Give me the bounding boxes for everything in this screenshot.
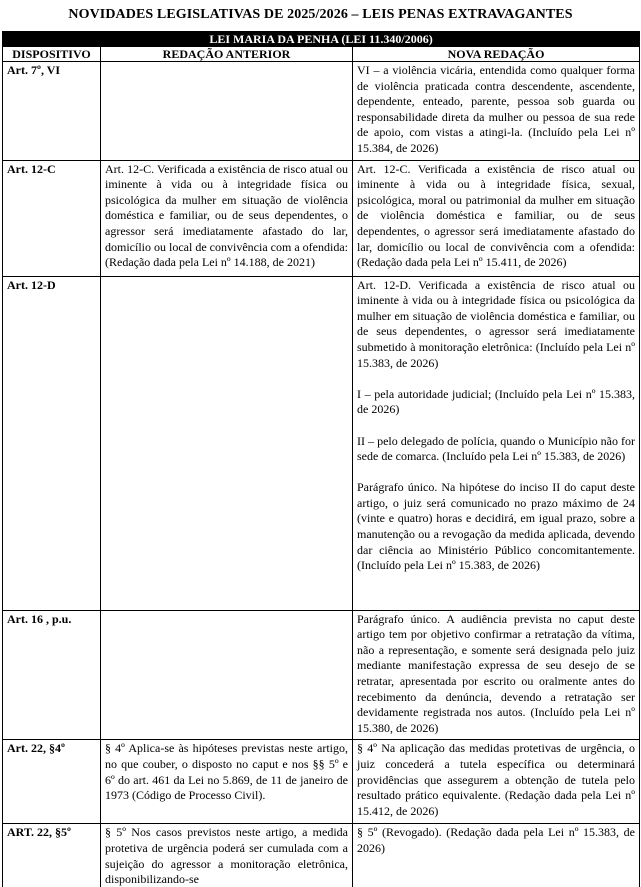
nova-redacao-paragraph: II – pelo delegado de polícia, quando o Município não for sede de comarca. (Incluído pela Lei nº 15.383, de 2026) (357, 433, 636, 464)
redacao-anterior-cell (101, 824, 353, 887)
nova-redacao-cell (353, 824, 640, 887)
nova-redacao-cell (353, 160, 640, 276)
table-row (3, 740, 640, 824)
table-row (3, 62, 640, 161)
nova-redacao-paragraph: I – pela autoridade judicial; (Incluído pela Lei nº 15.383, de 2026) (357, 386, 636, 417)
nova-redacao-cell (353, 276, 640, 610)
document-title: NOVIDADES LEGISLATIVAS DE 2025/2026 – LEIS PENAS EXTRAVAGANTES (68, 7, 573, 22)
table-row (3, 160, 640, 276)
nova-redacao-paragraph: VI – a violência vicária, entendida como qualquer forma de violência praticada contra descendente, ascendente, dependente, enteado, parente, pessoa sob guarda ou responsabilidade direta da mulher ou pessoa de sua rede de apoio, com vistas a atingi-la. (Incluído pela Lei nº 15.384, de 2026) (357, 63, 636, 155)
dispositivo-cell: Art. 16 , p.u. (3, 610, 101, 740)
column-header-nova-redacao: NOVA REDAÇÃO (353, 47, 640, 62)
nova-redacao-paragraph: Parágrafo único. Na hipótese do inciso II do caput deste artigo, o juiz será comunicado no prazo máximo de 24 (vinte e quatro) horas e decidirá, em igual prazo, sobre a manutenção ou a revogação da medida aplicada, devendo dar ciência ao Ministério Público concomitantemente. (Incluído pela Lei nº 15.383, de 2026) (357, 480, 636, 573)
nova-redacao-paragraph: Art. 12-C. Verificada a existência de risco atual ou iminente à vida ou à integridade física, sexual, psicológica, moral ou patrimonial da mulher em situação de violência doméstica e familiar, ou de seus dependentes, o agressor será imediatamente afastado do lar, domicílio ou local de convivência com a ofendida: (Redação dada pela Lei nº 15.411, de 2026) (357, 161, 636, 270)
table-body (3, 62, 640, 887)
dispositivo-cell: Art. 22, §4º (3, 740, 101, 824)
redacao-anterior-cell (101, 610, 353, 740)
nova-redacao-paragraph: § 4º Na aplicação das medidas protetivas de urgência, o juiz concederá a tutela específica ou determinará providências que assegurem a obtenção de tutela pelo resultado prático equivalente. (Redação dada pela Lei nº 15.412, de 2026) (357, 741, 636, 818)
redacao-anterior-paragraph: § 4º Aplica-se às hipóteses previstas neste artigo, no que couber, o disposto no caput e nos §§ 5º e 6º do art. 461 da Lei no 5.869, de 11 de janeiro de 1973 (Código de Processo Civil). (105, 741, 348, 803)
nova-redacao-cell (353, 62, 640, 161)
nova-redacao-paragraph: Parágrafo único. A audiência prevista no caput deste artigo tem por objetivo confirmar a retratação da vítima, não a representação, e somente será designada pelo juiz mediante manifestação expressa de seu desejo de se retratar, apresentada por escrito ou oralmente antes do recebimento da denúncia, devendo a retratação ser devidamente registrada nos autos. (Incluído pela Lei nº 15.380, de 2026) (357, 611, 636, 735)
table-row (3, 610, 640, 740)
redacao-anterior-paragraph: § 5º Nos casos previstos neste artigo, a medida protetiva de urgência poderá ser cumulada com a sujeição do agressor a monitoração eletrônica, disponibilizando-se (105, 825, 348, 887)
table-row (3, 824, 640, 887)
redacao-anterior-cell (101, 62, 353, 161)
dispositivo-cell: ART. 22, §5º (3, 824, 101, 887)
nova-redacao-paragraph: Art. 12-D. Verificada a existência de risco atual ou iminente à vida ou à integridade física ou psicológica da mulher em situação de violência doméstica e familiar, ou de seus dependentes, o agressor será imediatamente submetido à monitoração eletrônica: (Incluído pela Lei nº 15.383, de 2026) (357, 277, 636, 370)
dispositivo-cell: Art. 12-D (3, 276, 101, 610)
redacao-anterior-cell (101, 160, 353, 276)
nova-redacao-cell (353, 610, 640, 740)
column-header-redacao-anterior: REDAÇÃO ANTERIOR (101, 47, 353, 62)
table-row (3, 276, 640, 610)
nova-redacao-paragraph: § 5º (Revogado). (Redação dada pela Lei nº 15.383, de 2026) (357, 825, 636, 855)
law-header: LEI MARIA DA PENHA (LEI 11.340/2006) (3, 32, 640, 47)
redacao-anterior-cell (101, 276, 353, 610)
column-header-dispositivo: DISPOSITIVO (3, 47, 101, 62)
comparison-table (2, 31, 640, 887)
redacao-anterior-paragraph: Art. 12-C. Verificada a existência de risco atual ou iminente à vida ou à integridade física ou psicológica da mulher em situação de violência doméstica e familiar, ou de seus dependentes, o agressor será imediatamente afastado do lar, domicílio ou local de convivência com a ofendida: (Redação dada pela Lei nº 14.188, de 2021) (105, 161, 348, 270)
dispositivo-cell: Art. 7º, VI (3, 62, 101, 161)
nova-redacao-cell (353, 740, 640, 824)
redacao-anterior-cell (101, 740, 353, 824)
dispositivo-cell: Art. 12-C (3, 160, 101, 276)
